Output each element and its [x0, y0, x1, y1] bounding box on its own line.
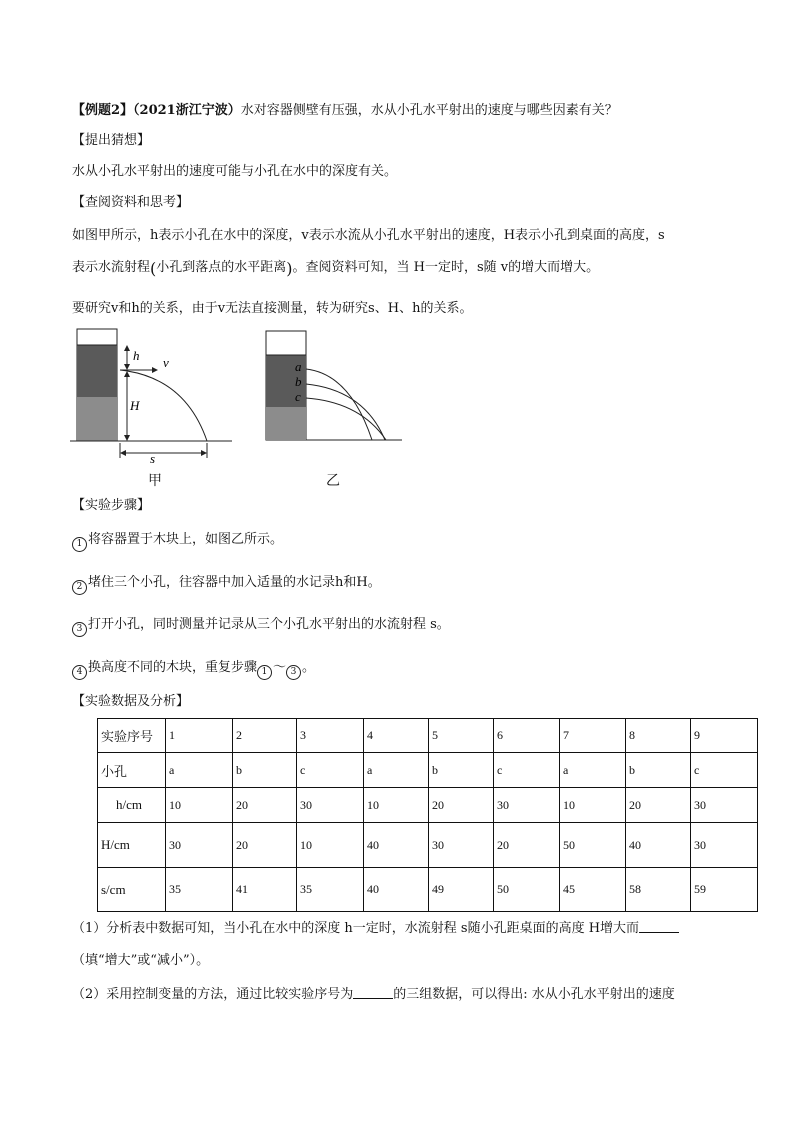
table-row-header: H/cm [98, 823, 166, 868]
table-cell: 1 [166, 719, 233, 753]
table-cell: 5 [429, 719, 494, 753]
step-3-text: 打开小孔，同时测量并记录从三个小孔水平射出的水流射程 s。 [88, 617, 450, 632]
table-cell: 10 [166, 788, 233, 823]
jia-label-h: h [133, 348, 140, 363]
paren-open: ( [150, 259, 157, 278]
hypothesis-text: 水从小孔水平射出的速度可能与小孔在水中的深度有关。 [72, 164, 398, 179]
research-line-2a: 表示水流射程 [72, 260, 151, 275]
table-cell: a [560, 753, 626, 788]
question-2 [72, 986, 675, 1004]
table-cell: 10 [364, 788, 429, 823]
table-cell: c [691, 753, 758, 788]
table-cell: 35 [166, 868, 233, 912]
table-cell: 4 [364, 719, 429, 753]
step-2-num: 2 [72, 580, 87, 595]
table-cell: 49 [429, 868, 494, 912]
question-2-text-a: （2）采用控制变量的方法，通过比较实验序号为 [72, 987, 354, 1002]
steps-heading: 【实验步骤】 [72, 498, 151, 513]
step-4-ref-sep: ～ [273, 660, 287, 675]
yi-label-c: c [295, 389, 301, 404]
step-2-text: 堵住三个小孔，往容器中加入适量的水记录h和H。 [88, 575, 381, 590]
table-cell: 7 [560, 719, 626, 753]
jia-water [77, 345, 117, 397]
research-line-3: 要研究v和h的关系，由于v无法直接测量，转为研究s、H、h的关系。 [72, 301, 473, 316]
table-cell: c [494, 753, 560, 788]
hypothesis-heading: 【提出猜想】 [72, 133, 151, 148]
table-cell: a [364, 753, 429, 788]
table-row [98, 753, 758, 788]
example-question: 水对容器侧壁有压强，水从小孔水平射出的速度与哪些因素有关？ [240, 103, 618, 118]
yi-label-b: b [295, 374, 302, 389]
step-2 [72, 574, 381, 595]
table-cell: 40 [364, 823, 429, 868]
table-cell: 58 [626, 868, 691, 912]
table-cell: a [166, 753, 233, 788]
analysis-heading: 【实验数据及分析】 [72, 694, 190, 709]
step-4-ref-from: 1 [257, 665, 272, 680]
yi-trajectory-b [306, 384, 385, 440]
table-cell: 40 [364, 868, 429, 912]
step-4-text: 换高度不同的木块，重复步骤 [88, 660, 258, 675]
table-cell: 59 [691, 868, 758, 912]
step-4-end: 。 [302, 660, 316, 675]
table-cell: 50 [560, 823, 626, 868]
table-cell: 35 [297, 868, 364, 912]
step-4-ref-to: 3 [286, 665, 301, 680]
table-cell: b [626, 753, 691, 788]
table-cell: 30 [297, 788, 364, 823]
table-cell: 41 [233, 868, 297, 912]
table-cell: 20 [626, 788, 691, 823]
research-line-2c: 。查阅资料可知，当 H一定时，s随 v的增大而增大。 [292, 260, 600, 275]
yi-label-a: a [295, 359, 302, 374]
table-cell: 10 [297, 823, 364, 868]
table-cell: 6 [494, 719, 560, 753]
yi-block [266, 407, 306, 440]
step-4 [72, 659, 315, 680]
figure-yi [262, 328, 412, 446]
question-1-text: （1）分析表中数据可知，当小孔在水中的深度 h一定时，水流射程 s随小孔距桌面的高度 H增大而 [72, 921, 640, 936]
table-cell: b [233, 753, 297, 788]
table-cell: 8 [626, 719, 691, 753]
step-3 [72, 616, 450, 637]
yi-trajectory-c [306, 398, 386, 440]
table-cell: 20 [233, 823, 297, 868]
example-source: （2021浙江宁波） [133, 103, 241, 118]
paren-close: ) [286, 259, 293, 278]
research-line-2 [72, 259, 599, 278]
jia-label-H: H [130, 398, 140, 413]
table-cell: 30 [494, 788, 560, 823]
step-1-num: 1 [72, 537, 87, 552]
table-cell: 20 [233, 788, 297, 823]
table-cell: 40 [626, 823, 691, 868]
question-1 [72, 920, 679, 938]
example-title [72, 102, 618, 120]
table-row-header: h/cm [98, 788, 166, 823]
step-1 [72, 531, 283, 552]
data-table [97, 718, 758, 912]
table-cell: 20 [429, 788, 494, 823]
question-1-hint: （填“增大”或“减小”）。 [72, 953, 210, 968]
table-row [98, 788, 758, 823]
table-cell: 20 [494, 823, 560, 868]
figure-jia-caption: 甲 [148, 473, 162, 489]
table-cell: 3 [297, 719, 364, 753]
table-row-header: 实验序号 [98, 719, 166, 753]
research-heading: 【查阅资料和思考】 [72, 195, 190, 210]
research-line-2b: 小孔到落点的水平距离 [156, 260, 287, 275]
step-4-num: 4 [72, 665, 87, 680]
jia-label-v: v [163, 355, 169, 370]
figure-jia [70, 325, 245, 465]
research-line-1: 如图甲所示，h表示小孔在水中的深度，v表示水流从小孔水平射出的速度，H表示小孔到桌面的高度，s [72, 228, 665, 243]
table-cell: 30 [429, 823, 494, 868]
table-row-header: s/cm [98, 868, 166, 912]
table-cell: 50 [494, 868, 560, 912]
question-1-blank[interactable] [639, 920, 679, 933]
question-2-text-b: 的三组数据，可以得出: 水从小孔水平射出的速度 [393, 987, 675, 1002]
table-cell: b [429, 753, 494, 788]
table-row [98, 823, 758, 868]
example-label: 【例题2】 [72, 103, 134, 118]
table-row [98, 719, 758, 753]
table-cell: 2 [233, 719, 297, 753]
step-1-text: 将容器置于木块上，如图乙所示。 [88, 532, 284, 547]
step-3-num: 3 [72, 622, 87, 637]
table-row [98, 868, 758, 912]
jia-label-s: s [150, 451, 156, 465]
figure-yi-caption: 乙 [326, 473, 340, 489]
question-2-blank[interactable] [353, 986, 393, 999]
table-cell: 45 [560, 868, 626, 912]
table-cell: c [297, 753, 364, 788]
table-cell: 9 [691, 719, 758, 753]
table-cell: 30 [691, 788, 758, 823]
table-cell: 10 [560, 788, 626, 823]
table-row-header: 小孔 [98, 753, 166, 788]
table-cell: 30 [691, 823, 758, 868]
jia-block [77, 397, 117, 441]
table-cell: 30 [166, 823, 233, 868]
